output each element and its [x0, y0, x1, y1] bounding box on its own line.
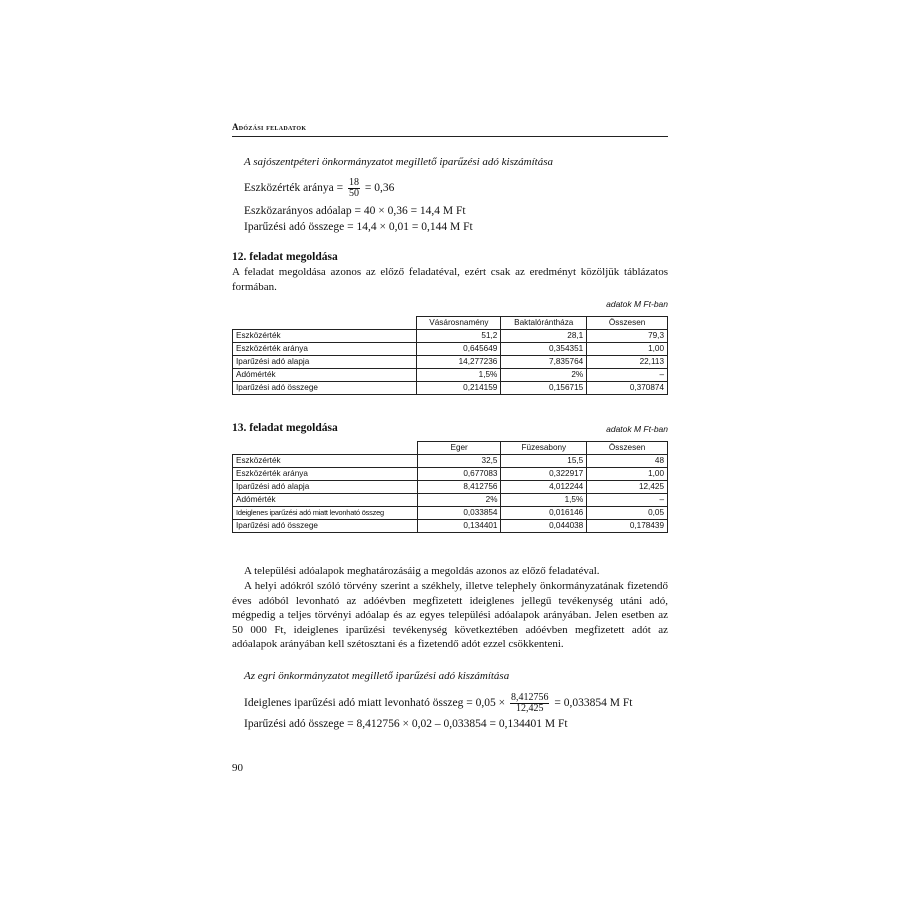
block1-eq1 — [244, 178, 394, 199]
row-label: Iparűzési adó alapja — [233, 356, 417, 369]
table-cell: 28,1 — [501, 330, 587, 343]
table-row — [233, 356, 668, 369]
table-cell: 0,033854 — [417, 507, 501, 520]
table-cell: 22,113 — [587, 356, 668, 369]
table-cell: 1,00 — [587, 343, 668, 356]
table-header-cell: Összesen — [587, 442, 668, 455]
block1-eq1-rhs: = 0,36 — [364, 182, 395, 195]
table-cell: – — [587, 494, 668, 507]
table-row — [233, 455, 668, 468]
task12-title: 12. feladat megoldása — [232, 251, 338, 263]
task13-title: 13. feladat megoldása — [232, 422, 338, 434]
block2-title: Az egri önkormányzatot megillető iparűzési adó kiszámítása — [244, 670, 510, 682]
table-row — [233, 382, 668, 395]
table-row — [233, 520, 668, 533]
task13-para2: A helyi adókról szóló törvény szerint a székhely, illetve telephely önkormányzatának fizetendő éves adóból levonható az adóévben megfizetett ideiglenes jellegű tevékenység utáni adó, mégpedig a teljes törvényi adóalap és az egyes települési adóalapok arányában. Jelen esetben az 50 000 Ft, ideiglenes iparűzési tevékenység következtében adóévben megfizetett adót az adóalapok arányában kell szétosztani és a fizetendő adót ezzel csökkenteni. — [232, 580, 668, 650]
table-row — [233, 343, 668, 356]
table-header-cell: Füzesabony — [501, 442, 587, 455]
table-cell: 0,214159 — [417, 382, 501, 395]
table-cell: – — [587, 369, 668, 382]
table-cell: 8,412756 — [417, 481, 501, 494]
table-cell: 4,012244 — [501, 481, 587, 494]
table-cell: 1,5% — [417, 369, 501, 382]
task13-table — [232, 441, 668, 533]
table-cell: 7,835764 — [501, 356, 587, 369]
row-label: Eszközérték aránya — [233, 468, 418, 481]
table-cell: 0,645649 — [417, 343, 501, 356]
task12-text: A feladat megoldása azonos az előző feladatéval, ezért csak az eredményt közöljük táblázatos formában. — [232, 266, 668, 293]
block1-eq1-denominator: 50 — [348, 188, 359, 199]
block2-eq1 — [244, 693, 632, 714]
table-cell: 12,425 — [587, 481, 668, 494]
table-row — [233, 494, 668, 507]
block2-eq1-denominator: 12,425 — [515, 703, 544, 714]
row-label: Adómérték — [233, 494, 418, 507]
task13-unit-note: adatok M Ft-ban — [606, 424, 668, 434]
task13-para1: A települési adóalapok meghatározásáig a megoldás azonos az előző feladatéval. — [244, 565, 600, 577]
table-cell: 0,156715 — [501, 382, 587, 395]
table-cell: 2% — [417, 494, 501, 507]
table-row — [233, 507, 668, 520]
page-number: 90 — [232, 762, 243, 774]
block1-title: A sajószentpéteri önkormányzatot megillető iparűzési adó kiszámítása — [244, 156, 554, 168]
table-header-cell: Eger — [417, 442, 501, 455]
table-header-cell: Vásárosnamény — [417, 317, 501, 330]
table-cell: 0,178439 — [587, 520, 668, 533]
table-cell: 0,370874 — [587, 382, 668, 395]
table-cell: 15,5 — [501, 455, 587, 468]
table-cell: 48 — [587, 455, 668, 468]
table-cell: 0,016146 — [501, 507, 587, 520]
table-cell: 0,354351 — [501, 343, 587, 356]
table-row — [233, 468, 668, 481]
table-cell: 0,677083 — [417, 468, 501, 481]
table-header-blank — [233, 317, 417, 330]
row-label: Eszközérték aránya — [233, 343, 417, 356]
block2-eq1-rhs: = 0,033854 M Ft — [554, 697, 633, 710]
block2-eq1-fraction — [510, 693, 550, 714]
row-label: Eszközérték — [233, 455, 418, 468]
row-label: Iparűzési adó összege — [233, 382, 417, 395]
row-label: Iparűzési adó összege — [233, 520, 418, 533]
block2-eq1-lhs: Ideiglenes iparűzési adó miatt levonható összeg = 0,05 × — [244, 697, 506, 710]
row-label: Ideiglenes iparűzési adó miatt levonható összeg — [233, 507, 418, 520]
table-cell: 1,5% — [501, 494, 587, 507]
table-cell: 1,00 — [587, 468, 668, 481]
header-rule — [232, 136, 668, 137]
row-label: Adómérték — [233, 369, 417, 382]
table-cell: 79,3 — [587, 330, 668, 343]
block1-eq1-lhs: Eszközérték aránya = — [244, 182, 344, 195]
block1-eq2: Eszközarányos adóalap = 40 × 0,36 = 14,4 M Ft — [244, 205, 466, 217]
block1-eq3: Iparűzési adó összege = 14,4 × 0,01 = 0,144 M Ft — [244, 221, 473, 233]
table-cell: 0,044038 — [501, 520, 587, 533]
table-row — [233, 481, 668, 494]
table-cell: 51,2 — [417, 330, 501, 343]
table-header-cell: Baktalórántháza — [501, 317, 587, 330]
block1-eq1-numerator: 18 — [348, 177, 359, 188]
table-header-row — [233, 442, 668, 455]
table-cell: 0,05 — [587, 507, 668, 520]
block2-eq1-numerator: 8,412756 — [510, 692, 549, 703]
table-cell: 0,322917 — [501, 468, 587, 481]
table-cell: 2% — [501, 369, 587, 382]
row-label: Eszközérték — [233, 330, 417, 343]
table-header-cell: Összesen — [587, 317, 668, 330]
table-cell: 0,134401 — [417, 520, 501, 533]
table-header-blank — [233, 442, 418, 455]
block2-eq2: Iparűzési adó összege = 8,412756 × 0,02 – 0,033854 = 0,134401 M Ft — [244, 718, 568, 730]
table-cell: 14,277236 — [417, 356, 501, 369]
table-row — [233, 330, 668, 343]
running-head: Adózási feladatok — [232, 122, 307, 132]
table-row — [233, 369, 668, 382]
row-label: Iparűzési adó alapja — [233, 481, 418, 494]
table-header-row — [233, 317, 668, 330]
task12-unit-note: adatok M Ft-ban — [606, 299, 668, 309]
table-cell: 32,5 — [417, 455, 501, 468]
task12-table — [232, 316, 668, 395]
block1-eq1-fraction — [348, 178, 360, 199]
